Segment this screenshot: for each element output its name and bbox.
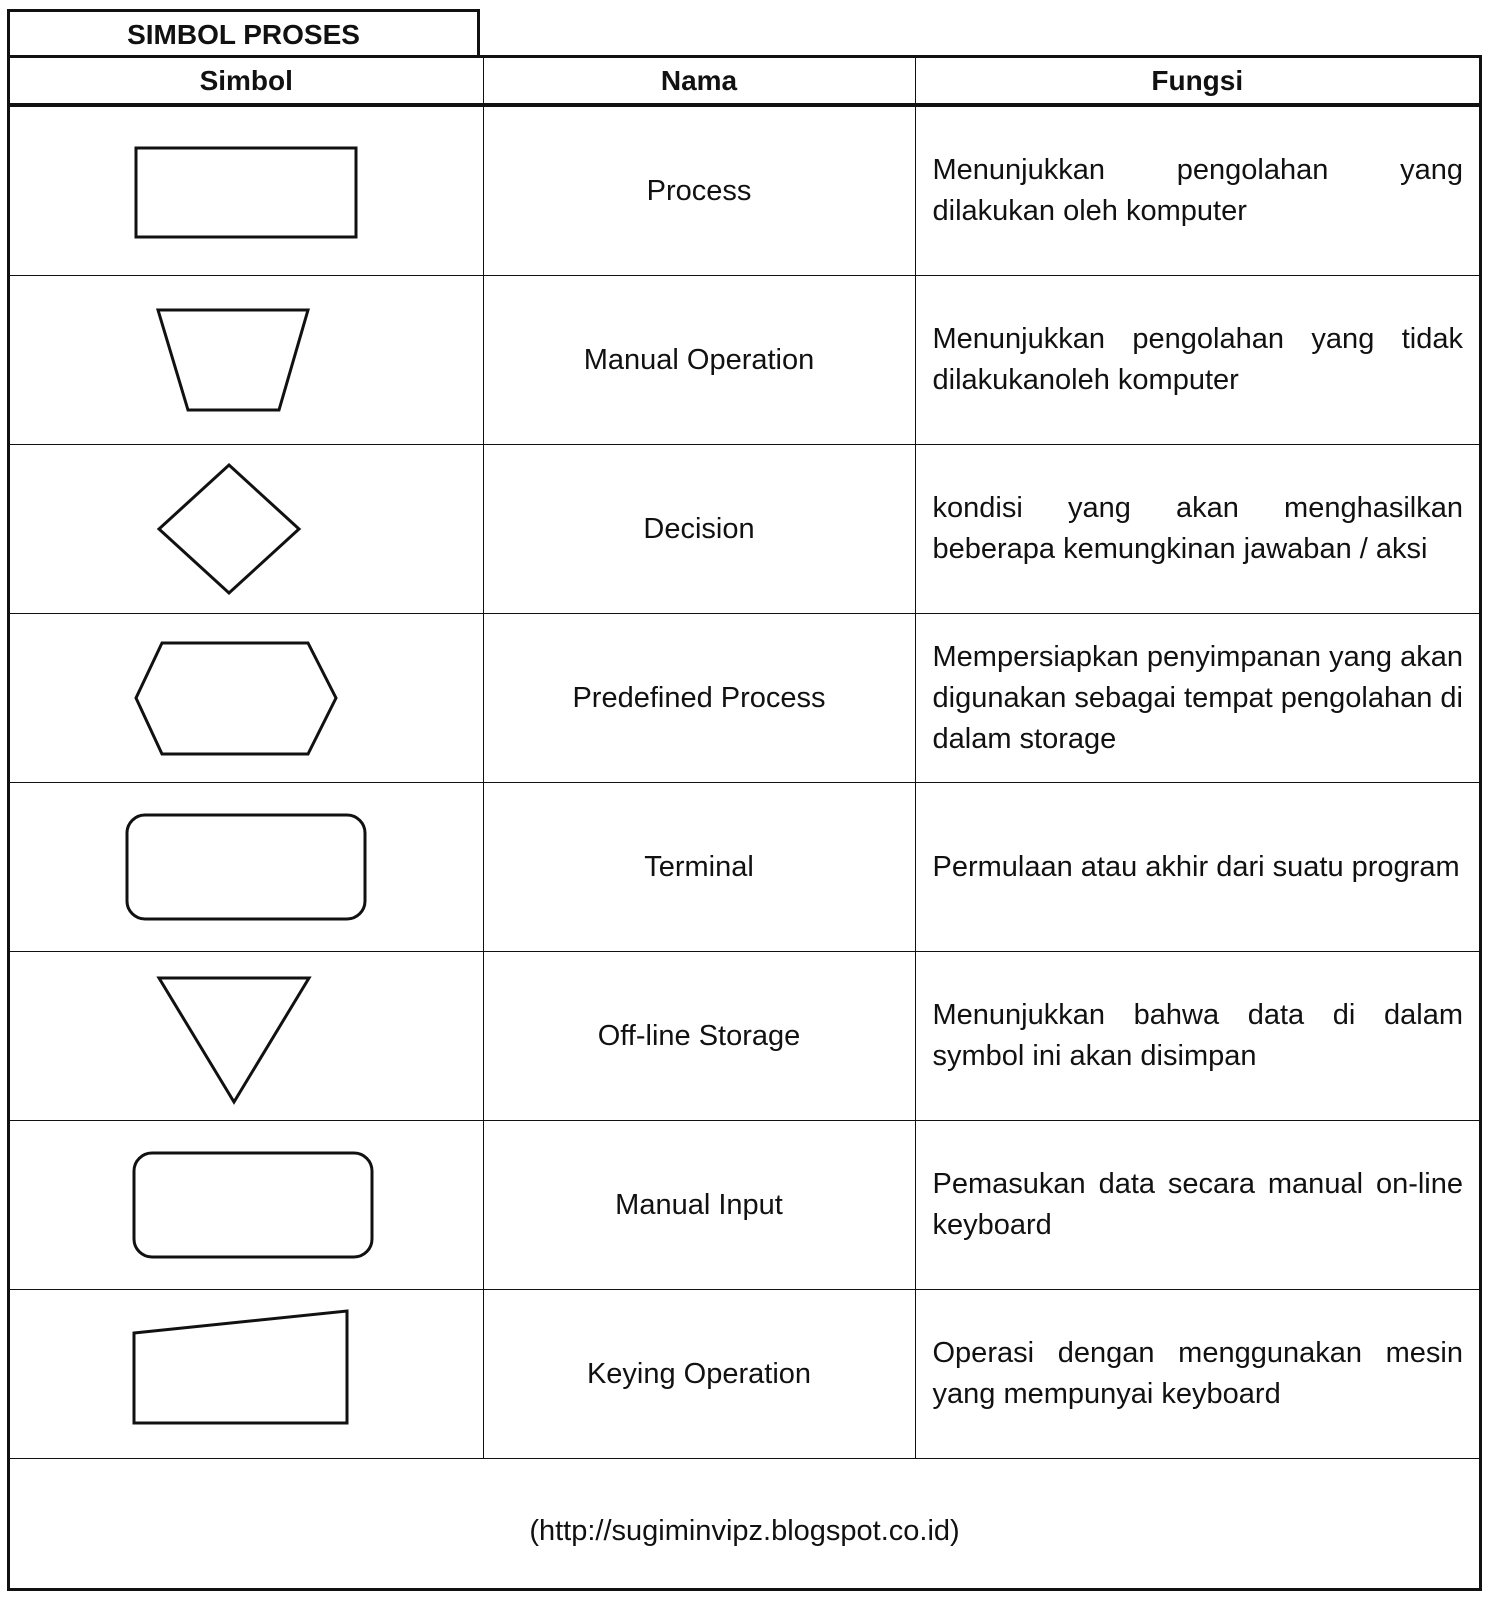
symbol-cell [10,952,483,1121]
keying-operation-icon [96,1309,396,1439]
fungsi-cell: Menunjukkan pengolahan yang dilakukan oleh komputer [915,105,1479,276]
fungsi-cell: Menunjukkan bahwa data di dalam symbol ini akan disimpan [915,952,1479,1121]
table-row [10,614,1479,783]
table-row [10,445,1479,614]
name-cell: Manual Input [483,1121,915,1290]
table-title: SIMBOL PROSES [7,9,480,57]
symbol-grid [10,58,1479,1594]
manual-input-icon [96,1145,396,1265]
offline-storage-icon [96,966,396,1106]
name-cell: Off-line Storage [483,952,915,1121]
table-row [10,276,1479,445]
fungsi-cell: Operasi dengan menggunakan mesin yang mempunyai keyboard [915,1290,1479,1459]
symbol-cell [10,1121,483,1290]
symbol-table [7,55,1482,1591]
header-simbol: Simbol [10,58,483,105]
name-cell: Keying Operation [483,1290,915,1459]
symbol-cell [10,1290,483,1459]
header-nama: Nama [483,58,915,105]
name-cell: Predefined Process [483,614,915,783]
table-row [10,783,1479,952]
predefined-process-icon [96,638,396,758]
symbol-cell [10,614,483,783]
process-icon [96,131,396,251]
table-row [10,952,1479,1121]
table-row [10,105,1479,276]
manual-operation-icon [96,300,396,420]
symbol-cell [10,105,483,276]
decision-icon [96,459,396,599]
fungsi-cell: kondisi yang akan menghasilkan beberapa kemungkinan jawaban / aksi [915,445,1479,614]
table-row [10,1121,1479,1290]
name-cell: Terminal [483,783,915,952]
symbol-cell [10,445,483,614]
name-cell: Manual Operation [483,276,915,445]
fungsi-cell: Mempersiapkan penyimpanan yang akan digunakan sebagai tempat pengolahan di dalam storage [915,614,1479,783]
fungsi-cell: Menunjukkan pengolahan yang tidak dilakukanoleh komputer [915,276,1479,445]
source-credit: (http://sugiminvipz.blogspot.co.id) [529,1515,960,1547]
symbol-cell [10,276,483,445]
name-cell: Process [483,105,915,276]
fungsi-cell: Permulaan atau akhir dari suatu program [915,783,1479,952]
header-fungsi: Fungsi [915,58,1479,105]
name-cell: Decision [483,445,915,614]
terminal-icon [96,807,396,927]
header-row [10,58,1479,105]
symbol-cell [10,783,483,952]
table-row [10,1290,1479,1459]
fungsi-cell: Pemasukan data secara manual on-line keyboard [915,1121,1479,1290]
footer-row [10,1459,1479,1595]
